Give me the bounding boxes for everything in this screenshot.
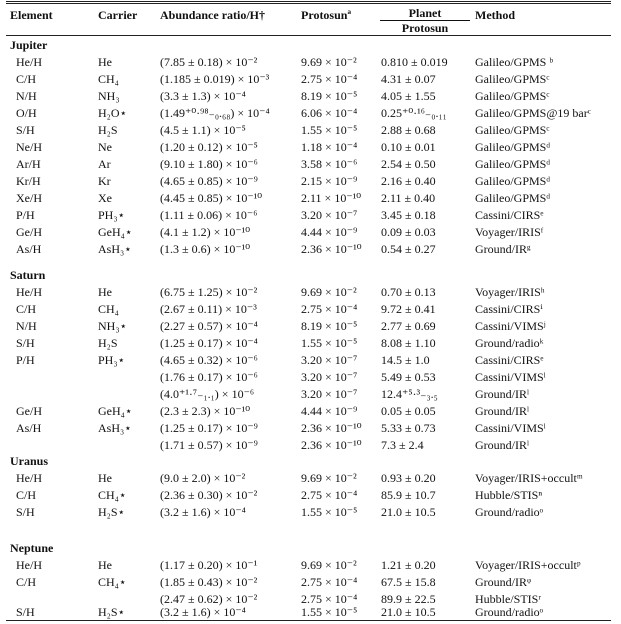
cell-carrier: Ne xyxy=(98,140,112,154)
cell-protosun: 1.18 × 10⁻⁴ xyxy=(301,140,358,154)
cell-method: Cassini/VIMSˡ xyxy=(475,370,546,384)
cell-element: He/H xyxy=(16,558,42,572)
table-row xyxy=(0,156,621,173)
table-row xyxy=(0,386,621,403)
cell-abundance: (9.10 ± 1.80) × 10⁻⁶ xyxy=(160,157,258,171)
cell-element: S/H xyxy=(16,336,35,350)
table-row xyxy=(0,335,621,352)
cell-method: Ground/IRˡ xyxy=(475,404,529,418)
table-row xyxy=(0,352,621,369)
cell-abundance: (1.25 ± 0.17) × 10⁻⁴ xyxy=(160,336,258,350)
cell-carrier: CH₄ xyxy=(98,302,119,316)
header-method: Method xyxy=(475,8,515,22)
cell-abundance: (9.0 ± 2.0) × 10⁻² xyxy=(160,471,246,485)
cell-protosun: 9.69 × 10⁻² xyxy=(301,471,357,485)
cell-ratio: 67.5 ± 15.8 xyxy=(381,575,436,589)
cell-ratio: 8.08 ± 1.10 xyxy=(381,336,436,350)
cell-method: Galileo/GPMSᵈ xyxy=(475,140,551,154)
cell-element: N/H xyxy=(16,319,37,333)
cell-abundance: (4.5 ± 1.1) × 10⁻⁵ xyxy=(160,123,246,137)
cell-abundance: (7.85 ± 0.18) × 10⁻² xyxy=(160,55,258,69)
cell-element: C/H xyxy=(16,575,37,589)
cell-element: As/H xyxy=(16,421,42,435)
cell-method: Cassini/VIMSˡ xyxy=(475,421,546,435)
cell-element: He/H xyxy=(16,471,42,485)
cell-carrier: AsH₃⋆ xyxy=(98,421,132,435)
cell-carrier: Kr xyxy=(98,174,111,188)
cell-carrier: H₂S⋆ xyxy=(98,505,126,519)
table-row xyxy=(0,241,621,258)
cell-ratio: 4.31 ± 0.07 xyxy=(381,72,436,86)
cell-element: C/H xyxy=(16,72,37,86)
cell-protosun: 2.36 × 10⁻¹⁰ xyxy=(301,242,362,256)
table-row xyxy=(0,301,621,318)
cell-element: P/H xyxy=(16,353,35,367)
cell-element: S/H xyxy=(16,605,35,619)
cell-ratio: 14.5 ± 1.0 xyxy=(381,353,430,367)
cell-abundance: (1.17 ± 0.20) × 10⁻¹ xyxy=(160,558,258,572)
cell-ratio: 0.70 ± 0.13 xyxy=(381,285,436,299)
cell-protosun: 8.19 × 10⁻⁵ xyxy=(301,319,358,333)
cell-ratio: 0.09 ± 0.03 xyxy=(381,225,436,239)
header-ratio-denominator: Protosun xyxy=(401,21,449,35)
cell-protosun: 6.06 × 10⁻⁴ xyxy=(301,106,358,120)
cell-element: N/H xyxy=(16,89,37,103)
cell-ratio: 85.9 ± 10.7 xyxy=(381,488,436,502)
cell-protosun: 4.44 × 10⁻⁹ xyxy=(301,225,358,239)
cell-protosun: 3.20 × 10⁻⁷ xyxy=(301,370,358,384)
cell-carrier: NH₃⋆ xyxy=(98,319,128,333)
cell-method: Ground/radioᵒ xyxy=(475,505,544,519)
cell-method: Voyager/IRIS+occultᵖ xyxy=(475,558,581,572)
cell-abundance: (4.45 ± 0.85) × 10⁻¹⁰ xyxy=(160,191,263,205)
table-row xyxy=(0,487,621,504)
cell-carrier: Xe xyxy=(98,191,112,205)
cell-protosun: 2.75 × 10⁻⁴ xyxy=(301,592,358,606)
group-label xyxy=(0,267,621,284)
cell-ratio: 0.54 ± 0.27 xyxy=(381,242,436,256)
cell-ratio: 7.3 ± 2.4 xyxy=(381,438,424,452)
group-label-text: Jupiter xyxy=(10,38,48,52)
cell-element: S/H xyxy=(16,123,35,137)
cell-ratio: 2.77 ± 0.69 xyxy=(381,319,436,333)
cell-carrier: CH₄⋆ xyxy=(98,488,127,502)
table-row xyxy=(0,173,621,190)
cell-element: O/H xyxy=(16,106,37,120)
table-row xyxy=(0,207,621,224)
cell-method: Galileo/GPMSᵈ xyxy=(475,157,551,171)
header-planet-protosun-fraction xyxy=(380,6,470,35)
cell-abundance: (1.3 ± 0.6) × 10⁻¹⁰ xyxy=(160,242,251,256)
cell-method: Voyager/IRISʰ xyxy=(475,285,545,299)
cell-abundance: (2.47 ± 0.62) × 10⁻² xyxy=(160,592,258,606)
cell-carrier: CH₄⋆ xyxy=(98,575,127,589)
table-row xyxy=(0,105,621,122)
table-row xyxy=(0,504,621,521)
cell-ratio: 0.25⁺⁰·¹⁶₋₀.₁₁ xyxy=(381,106,447,120)
cell-method: Galileo/GPMS@19 barᶜ xyxy=(475,106,591,120)
cell-abundance: (4.1 ± 1.2) × 10⁻¹⁰ xyxy=(160,225,251,239)
cell-ratio: 21.0 ± 10.5 xyxy=(381,605,436,619)
table-row xyxy=(0,224,621,241)
cell-method: Ground/IRˡ xyxy=(475,438,529,452)
cell-ratio: 0.810 ± 0.019 xyxy=(381,55,448,69)
table-row xyxy=(0,557,621,574)
cell-protosun: 2.75 × 10⁻⁴ xyxy=(301,72,358,86)
cell-method: Galileo/GPMSᶜ xyxy=(475,72,550,86)
table-row xyxy=(0,604,621,621)
cell-ratio: 4.05 ± 1.55 xyxy=(381,89,436,103)
cell-carrier: NH₃ xyxy=(98,89,120,103)
cell-method: Hubble/STISʳ xyxy=(475,592,541,606)
cell-abundance: (3.2 ± 1.6) × 10⁻⁴ xyxy=(160,505,246,519)
cell-protosun: 1.55 × 10⁻⁵ xyxy=(301,336,358,350)
cell-abundance: (1.20 ± 0.12) × 10⁻⁵ xyxy=(160,140,258,154)
cell-method: Cassini/CIRSⁱ xyxy=(475,302,543,316)
group-label-text: Neptune xyxy=(10,541,54,555)
cell-method: Ground/IRˡ xyxy=(475,387,529,401)
cell-ratio: 3.45 ± 0.18 xyxy=(381,208,436,222)
cell-ratio: 0.10 ± 0.01 xyxy=(381,140,436,154)
table-row xyxy=(0,318,621,335)
cell-method: Cassini/CIRSᵉ xyxy=(475,208,544,222)
cell-protosun: 2.75 × 10⁻⁴ xyxy=(301,575,358,589)
cell-abundance: (3.3 ± 1.3) × 10⁻⁴ xyxy=(160,89,246,103)
header-element: Element xyxy=(10,8,53,22)
cell-ratio: 2.54 ± 0.50 xyxy=(381,157,436,171)
cell-abundance: (1.25 ± 0.17) × 10⁻⁹ xyxy=(160,421,258,435)
cell-element: He/H xyxy=(16,285,42,299)
cell-method: Cassini/CIRSᵉ xyxy=(475,353,544,367)
cell-protosun: 2.75 × 10⁻⁴ xyxy=(301,488,358,502)
cell-carrier: He xyxy=(98,558,112,572)
cell-ratio: 2.88 ± 0.68 xyxy=(381,123,436,137)
cell-ratio: 2.11 ± 0.40 xyxy=(381,191,436,205)
cell-protosun: 4.44 × 10⁻⁹ xyxy=(301,404,358,418)
cell-carrier: H₂O⋆ xyxy=(98,106,128,120)
cell-element: Ge/H xyxy=(16,225,42,239)
table-row xyxy=(0,190,621,207)
group-label xyxy=(0,453,621,470)
cell-method: Ground/IRᵍ xyxy=(475,242,531,256)
cell-abundance: (4.0⁺¹·⁷₋₁.₁) × 10⁻⁶ xyxy=(160,387,255,401)
cell-ratio: 5.49 ± 0.53 xyxy=(381,370,436,384)
cell-carrier: PH₃⋆ xyxy=(98,208,126,222)
cell-ratio: 12.4⁺⁵·³₋₃.₅ xyxy=(381,387,438,401)
cell-protosun: 9.69 × 10⁻² xyxy=(301,285,357,299)
cell-abundance: (1.49⁺⁰·⁹⁸₋₀.₆₈) × 10⁻⁴ xyxy=(160,106,270,120)
group-label-text: Saturn xyxy=(10,268,46,282)
top-rule-second xyxy=(6,3,611,4)
cell-method: Galileo/GPMS ᵇ xyxy=(475,55,554,69)
cell-ratio: 21.0 ± 10.5 xyxy=(381,505,436,519)
cell-protosun: 2.15 × 10⁻⁹ xyxy=(301,174,358,188)
table-row xyxy=(0,369,621,386)
cell-element: C/H xyxy=(16,302,37,316)
cell-abundance: (4.65 ± 0.85) × 10⁻⁹ xyxy=(160,174,258,188)
header-protosun: Protosunª xyxy=(301,8,352,22)
cell-method: Galileo/GPMSᵈ xyxy=(475,191,551,205)
cell-protosun: 3.58 × 10⁻⁶ xyxy=(301,157,358,171)
cell-ratio: 89.9 ± 22.5 xyxy=(381,592,436,606)
cell-ratio: 0.05 ± 0.05 xyxy=(381,404,436,418)
cell-element: Ne/H xyxy=(16,140,42,154)
cell-carrier: He xyxy=(98,285,112,299)
cell-ratio: 0.93 ± 0.20 xyxy=(381,471,436,485)
cell-ratio: 2.16 ± 0.40 xyxy=(381,174,436,188)
table-row xyxy=(0,437,621,454)
table-row xyxy=(0,420,621,437)
cell-protosun: 3.20 × 10⁻⁷ xyxy=(301,387,358,401)
cell-carrier: GeH₄⋆ xyxy=(98,404,133,418)
cell-protosun: 2.36 × 10⁻¹⁰ xyxy=(301,438,362,452)
table-row xyxy=(0,122,621,139)
cell-method: Ground/radioᵒ xyxy=(475,605,544,619)
cell-element: He/H xyxy=(16,55,42,69)
cell-protosun: 1.55 × 10⁻⁵ xyxy=(301,605,358,619)
top-rule xyxy=(6,1,611,2)
cell-method: Hubble/STISⁿ xyxy=(475,488,543,502)
cell-method: Voyager/IRIS+occultᵐ xyxy=(475,471,583,485)
cell-protosun: 8.19 × 10⁻⁵ xyxy=(301,89,358,103)
cell-abundance: (1.76 ± 0.17) × 10⁻⁶ xyxy=(160,370,258,384)
cell-method: Ground/radioᵏ xyxy=(475,336,544,350)
cell-protosun: 2.36 × 10⁻¹⁰ xyxy=(301,421,362,435)
table-row xyxy=(0,71,621,88)
cell-abundance: (4.65 ± 0.32) × 10⁻⁶ xyxy=(160,353,258,367)
cell-element: Xe/H xyxy=(16,191,42,205)
table-row xyxy=(0,54,621,71)
header-abundance: Abundance ratio/H† xyxy=(160,8,266,22)
table-row xyxy=(0,284,621,301)
cell-abundance: (2.3 ± 2.3) × 10⁻¹⁰ xyxy=(160,404,251,418)
cell-carrier: He xyxy=(98,471,112,485)
cell-protosun: 3.20 × 10⁻⁷ xyxy=(301,208,358,222)
cell-protosun: 1.55 × 10⁻⁵ xyxy=(301,505,358,519)
table-row xyxy=(0,470,621,487)
table-row xyxy=(0,403,621,420)
header-rule xyxy=(6,35,611,36)
group-label-text: Uranus xyxy=(10,454,49,468)
cell-carrier: He xyxy=(98,55,112,69)
table-row xyxy=(0,88,621,105)
cell-carrier: PH₃⋆ xyxy=(98,353,126,367)
cell-method: Ground/IRᵠ xyxy=(475,575,532,589)
cell-abundance: (1.185 ± 0.019) × 10⁻³ xyxy=(160,72,270,86)
cell-protosun: 1.55 × 10⁻⁵ xyxy=(301,123,358,137)
cell-element: Ar/H xyxy=(16,157,41,171)
cell-abundance: (6.75 ± 1.25) × 10⁻² xyxy=(160,285,258,299)
cell-method: Galileo/GPMSᵈ xyxy=(475,174,551,188)
cell-abundance: (2.67 ± 0.11) × 10⁻³ xyxy=(160,302,257,316)
cell-abundance: (1.71 ± 0.57) × 10⁻⁹ xyxy=(160,438,258,452)
cell-abundance: (2.27 ± 0.57) × 10⁻⁴ xyxy=(160,319,258,333)
cell-ratio: 5.33 ± 0.73 xyxy=(381,421,436,435)
cell-ratio: 1.21 ± 0.20 xyxy=(381,558,436,572)
group-label xyxy=(0,540,621,557)
cell-method: Galileo/GPMSᶜ xyxy=(475,89,550,103)
cell-method: Cassini/VIMSʲ xyxy=(475,319,546,333)
cell-carrier: Ar xyxy=(98,157,111,171)
cell-carrier: H₂S⋆ xyxy=(98,605,126,619)
table-row xyxy=(0,139,621,156)
cell-protosun: 2.75 × 10⁻⁴ xyxy=(301,302,358,316)
cell-carrier: AsH₃⋆ xyxy=(98,242,132,256)
cell-carrier: GeH₄⋆ xyxy=(98,225,133,239)
cell-protosun: 3.20 × 10⁻⁷ xyxy=(301,353,358,367)
header-ratio-numerator: Planet xyxy=(380,6,470,21)
header-carrier: Carrier xyxy=(98,8,138,22)
bottom-rule xyxy=(6,620,611,621)
cell-abundance: (1.11 ± 0.06) × 10⁻⁶ xyxy=(160,208,258,222)
cell-element: S/H xyxy=(16,505,35,519)
cell-protosun: 9.69 × 10⁻² xyxy=(301,55,357,69)
cell-abundance: (2.36 ± 0.30) × 10⁻² xyxy=(160,488,258,502)
cell-element: Kr/H xyxy=(16,174,41,188)
cell-method: Galileo/GPMSᶜ xyxy=(475,123,550,137)
cell-carrier: H₂S xyxy=(98,336,118,350)
group-label xyxy=(0,37,621,54)
cell-element: P/H xyxy=(16,208,35,222)
cell-abundance: (1.85 ± 0.43) × 10⁻² xyxy=(160,575,258,589)
cell-carrier: CH₄ xyxy=(98,72,119,86)
cell-protosun: 2.11 × 10⁻¹⁰ xyxy=(301,191,362,205)
cell-abundance: (3.2 ± 1.6) × 10⁻⁴ xyxy=(160,605,246,619)
cell-method: Voyager/IRISᶠ xyxy=(475,225,544,239)
cell-element: As/H xyxy=(16,242,42,256)
cell-protosun: 9.69 × 10⁻² xyxy=(301,558,357,572)
cell-carrier: H₂S xyxy=(98,123,118,137)
cell-element: Ge/H xyxy=(16,404,42,418)
cell-ratio: 9.72 ± 0.41 xyxy=(381,302,436,316)
cell-element: C/H xyxy=(16,488,37,502)
table-row xyxy=(0,574,621,591)
table-header xyxy=(0,6,621,35)
